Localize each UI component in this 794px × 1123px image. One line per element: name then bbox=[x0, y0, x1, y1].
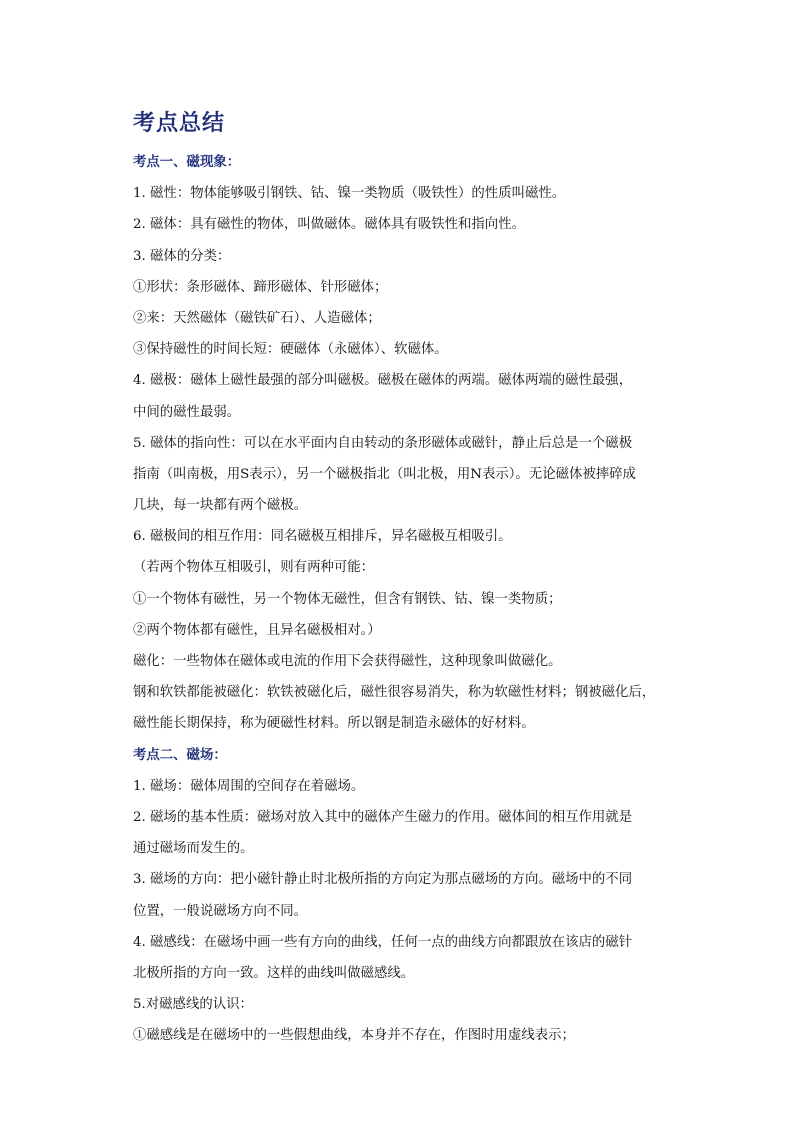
text-line: ①形状：条形磁体、蹄形磁体、针形磁体； bbox=[133, 279, 388, 295]
text-line: 中间的磁性最弱。 bbox=[133, 404, 241, 420]
document-body bbox=[133, 147, 673, 1051]
text-line: 位置，一般说磁场方向不同。 bbox=[133, 903, 308, 919]
text-line: 1. 磁性：物体能够吸引钢铁、钴、镍一类物质（吸铁性）的性质叫磁性。 bbox=[133, 186, 566, 202]
text-line: 4. 磁极：磁体上磁性最强的部分叫磁极。磁极在磁体的两端。磁体两端的磁性最强， bbox=[133, 373, 633, 389]
text-line: ③保持磁性的时间长短：硬磁体（永磁体）、软磁体。 bbox=[133, 342, 448, 358]
text-line: 北极所指的方向一致。这样的曲线叫做磁感线。 bbox=[133, 965, 415, 981]
text-line: 2. 磁体：具有磁性的物体，叫做磁体。磁体具有吸铁性和指向性。 bbox=[133, 217, 525, 233]
text-line: ①一个物体有磁性，另一个物体无磁性，但含有钢铁、钴、镍一类物质； bbox=[133, 591, 562, 607]
section-heading: 考点一、磁现象： bbox=[133, 154, 241, 170]
text-line: 3. 磁场的方向：把小磁针静止时北极所指的方向定为那点磁场的方向。磁场中的不同 bbox=[133, 872, 633, 888]
text-line: 通过磁场而发生的。 bbox=[133, 841, 254, 857]
text-line: ②来：天然磁体（磁铁矿石）、人造磁体； bbox=[133, 310, 381, 326]
page-title: 考点总结 bbox=[133, 110, 226, 136]
text-line: 6. 磁极间的相互作用：同名磁极互相排斥，异名磁极互相吸引。 bbox=[133, 529, 512, 545]
text-line: 1. 磁场：磁体周围的空间存在着磁场。 bbox=[133, 778, 365, 794]
text-line: 钢和软铁都能被磁化：软铁被磁化后，磁性很容易消失，称为软磁性材料；钢被磁化后， bbox=[133, 685, 656, 701]
text-line: 5. 磁体的指向性：可以在水平面内自由转动的条形磁体或磁针，静止后总是一个磁极 bbox=[133, 435, 633, 451]
text-line: 磁性能长期保持，称为硬磁性材料。所以钢是制造永磁体的好材料。 bbox=[133, 716, 535, 732]
text-line: 指南（叫南极，用S表示），另一个磁极指北（叫北极，用N表示）。无论磁体被摔碎成 bbox=[133, 466, 636, 482]
text-line: 3. 磁体的分类： bbox=[133, 248, 231, 264]
text-line: 4. 磁感线：在磁场中画一些有方向的曲线，任何一点的曲线方向都跟放在该店的磁针 bbox=[133, 934, 633, 950]
section-heading: 考点二、磁场： bbox=[133, 746, 227, 763]
text-line: ①磁感线是在磁场中的一些假想曲线，本身并不存在，作图时用虚线表示； bbox=[133, 1028, 575, 1044]
text-line: ②两个物体都有磁性，且异名磁极相对。） bbox=[133, 622, 381, 638]
text-line: 2. 磁场的基本性质：磁场对放入其中的磁体产生磁力的作用。磁体间的相互作用就是 bbox=[133, 809, 633, 825]
text-line: 5.对磁感线的认识： bbox=[133, 997, 253, 1013]
text-line: 几块，每一块都有两个磁极。 bbox=[133, 498, 308, 514]
text-line: （若两个物体互相吸引，则有两种可能： bbox=[133, 560, 375, 576]
text-line: 磁化：一些物体在磁体或电流的作用下会获得磁性，这种现象叫做磁化。 bbox=[133, 654, 562, 669]
